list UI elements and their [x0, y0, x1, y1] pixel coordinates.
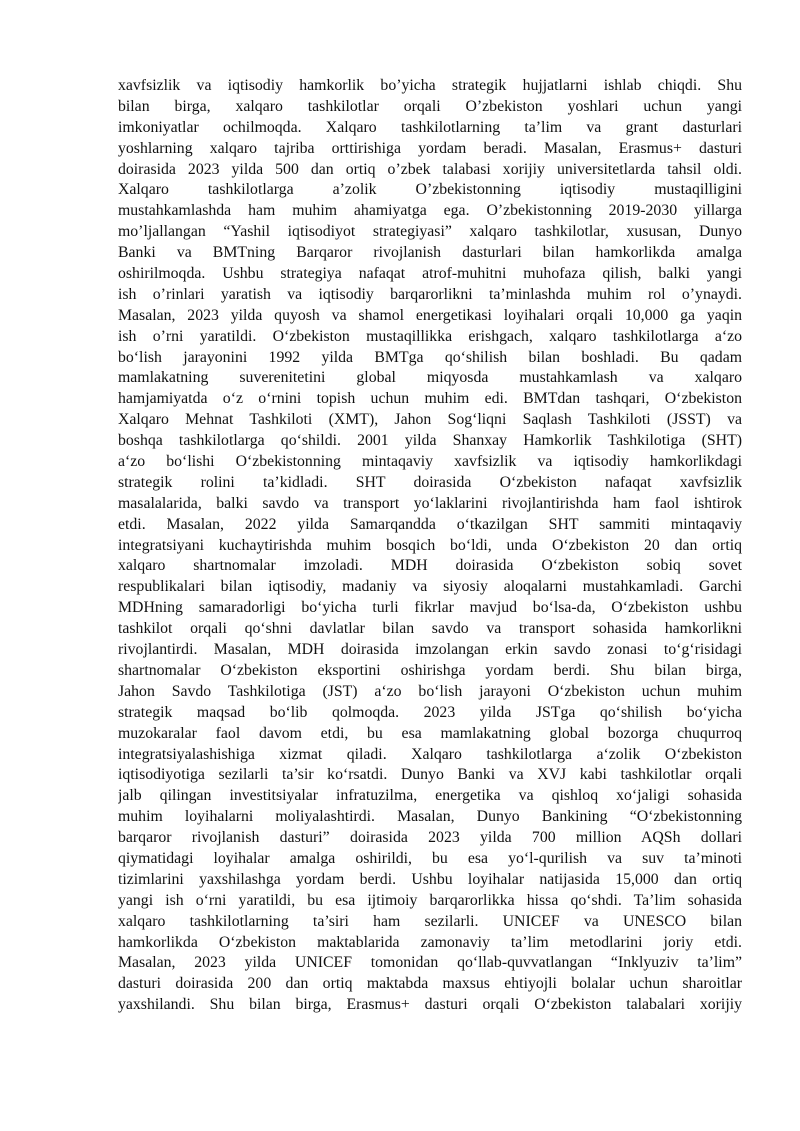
text-line: shartnomalar O‘zbekiston eksportini oshirishga yordam berdi. Shu bilan birga,	[118, 661, 742, 679]
text-line: yoshlarning xalqaro tajriba orttirishiga yordam beradi. Masalan, Erasmus+ dasturi	[118, 139, 742, 157]
text-line: integratsiyani kuchaytirishda muhim bosqich bo‘ldi, unda O‘zbekiston 20 dan ortiq	[118, 536, 742, 554]
text-line: oshirilmoqda. Ushbu strategiya nafaqat atrof-muhitni muhofaza qilish, balki yangi	[118, 265, 742, 283]
text-line: iqtisodiyotiga sezilarli ta’sir ko‘rsatdi. Dunyo Banki va XVJ kabi tashkilotlar orqali	[118, 766, 742, 784]
text-line: Masalan, 2023 yilda UNICEF tomonidan qo‘llab-quvvatlangan “Inklyuziv ta’lim”	[118, 954, 742, 972]
text-line: tashkilot orqali qo‘shni davlatlar bilan savdo va transport sohasida hamkorlikni	[118, 620, 742, 638]
text-line: Jahon Savdo Tashkilotiga (JST) a‘zo bo‘lish jarayoni O‘zbekiston uchun muhim	[118, 682, 742, 700]
text-line: boshqa tashkilotlarga qo‘shildi. 2001 yilda Shanxay Hamkorlik Tashkilotiga (SHT)	[118, 432, 742, 450]
text-line: masalalarida, balki savdo va transport yo‘laklarini rivojlantirishda ham faol ishtirok	[118, 494, 742, 512]
text-line: hamkorlikda O‘zbekiston maktablarida zamonaviy ta’lim metodlarini joriy etdi.	[118, 933, 742, 951]
text-line: dasturi doirasida 200 dan ortiq maktabda maxsus ehtiyojli bolalar uchun sharoitlar	[118, 975, 742, 993]
text-line: bilan birga, xalqaro tashkilotlar orqali O’zbekiston yoshlari uchun yangi	[118, 97, 742, 115]
text-line: Xalqaro tashkilotlarga a’zolik O’zbekistonning iqtisodiy mustaqilligini	[118, 181, 742, 199]
text-line: ish o’rinlari yaratish va iqtisodiy barqarorlikni ta’minlashda muhim rol o’ynaydi.	[118, 285, 742, 303]
text-line: rivojlantirdi. Masalan, MDH doirasida imzolangan erkin savdo zonasi to‘g‘risidagi	[118, 641, 742, 659]
text-line: Masalan, 2023 yilda quyosh va shamol energetikasi loyihalari orqali 10,000 ga yaqin	[118, 306, 742, 324]
text-line: hamjamiyatda o‘z o‘rnini topish uchun muhim edi. BMTdan tashqari, O‘zbekiston	[118, 390, 742, 408]
text-line: Xalqaro Mehnat Tashkiloti (XMT), Jahon Sog‘liqni Saqlash Tashkiloti (JSST) va	[118, 411, 742, 429]
text-line: doirasida 2023 yilda 500 dan ortiq o’zbek talabasi xorijiy universitetlarda tahsil oldi.	[118, 160, 742, 178]
text-line: mamlakatning suverenitetini global miqyosda mustahkamlash va xalqaro	[118, 369, 742, 387]
text-line: qiymatidagi loyihalar amalga oshirildi, bu esa yo‘l-qurilish va suv ta’minoti	[118, 849, 742, 867]
body-text	[118, 76, 742, 1016]
text-line: tizimlarini yaxshilashga yordam berdi. Ushbu loyihalar natijasida 15,000 dan ortiq	[118, 870, 742, 888]
text-line: yangi ish o‘rni yaratildi, bu esa ijtimoiy barqarorlikka hissa qo‘shdi. Ta’lim sohasida	[118, 891, 742, 909]
text-line: xalqaro shartnomalar imzoladi. MDH doirasida O‘zbekiston sobiq sovet	[118, 557, 742, 575]
text-line: strategik maqsad bo‘lib qolmoqda. 2023 yilda JSTga qo‘shilish bo‘yicha	[118, 703, 742, 721]
text-line: etdi. Masalan, 2022 yilda Samarqandda o‘tkazilgan SHT sammiti mintaqaviy	[118, 515, 742, 533]
text-line: ish o’rni yaratildi. O‘zbekiston mustaqillikka erishgach, xalqaro tashkilotlarga a‘zo	[118, 327, 742, 345]
text-line: mo’ljallangan “Yashil iqtisodiyot strategiyasi” xalqaro tashkilotlar, xususan, Dunyo	[118, 223, 742, 241]
text-line: strategik rolini ta’kidladi. SHT doirasida O‘zbekiston nafaqat xavfsizlik	[118, 473, 742, 491]
text-line: integratsiyalashishiga xizmat qiladi. Xalqaro tashkilotlarga a‘zolik O‘zbekiston	[118, 745, 742, 763]
text-line: mustahkamlashda ham muhim ahamiyatga ega. O’zbekistonning 2019-2030 yillarga	[118, 202, 742, 220]
text-line: imkoniyatlar ochilmoqda. Xalqaro tashkilotlarning ta’lim va grant dasturlari	[118, 118, 742, 136]
text-line: bo‘lish jarayonini 1992 yilda BMTga qo‘shilish bilan boshladi. Bu qadam	[118, 348, 742, 366]
text-line: barqaror rivojlanish dasturi” doirasida 2023 yilda 700 million AQSh dollari	[118, 829, 742, 847]
text-line: Banki va BMTning Barqaror rivojlanish dasturlari bilan hamkorlikda amalga	[118, 244, 742, 262]
text-line: MDHning samaradorligi bo‘yicha turli fikrlar mavjud bo‘lsa-da, O‘zbekiston ushbu	[118, 599, 742, 617]
text-line: muzokaralar faol davom etdi, bu esa mamlakatning global bozorga chuqurroq	[118, 724, 742, 742]
text-line: muhim loyihalarni moliyalashtirdi. Masalan, Dunyo Bankining “O‘zbekistonning	[118, 808, 742, 826]
text-line: xavfsizlik va iqtisodiy hamkorlik bo’yicha strategik hujjatlarni ishlab chiqdi. Shu	[118, 77, 742, 94]
text-line: xalqaro tashkilotlarning ta’siri ham sezilarli. UNICEF va UNESCO bilan	[118, 912, 742, 930]
text-line: yaxshilandi. Shu bilan birga, Erasmus+ dasturi orqali O‘zbekiston talabalari xorijiy	[118, 996, 742, 1014]
text-line: respublikalari bilan iqtisodiy, madaniy va siyosiy aloqalarni mustahkamladi. Garchi	[118, 578, 742, 596]
text-line: jalb qilingan investitsiyalar infratuzilma, energetika va qishloq xo‘jaligi sohasida	[118, 787, 742, 805]
text-line: a‘zo bo‘lishi O‘zbekistonning mintaqaviy xavfsizlik va iqtisodiy hamkorlikdagi	[118, 453, 742, 471]
